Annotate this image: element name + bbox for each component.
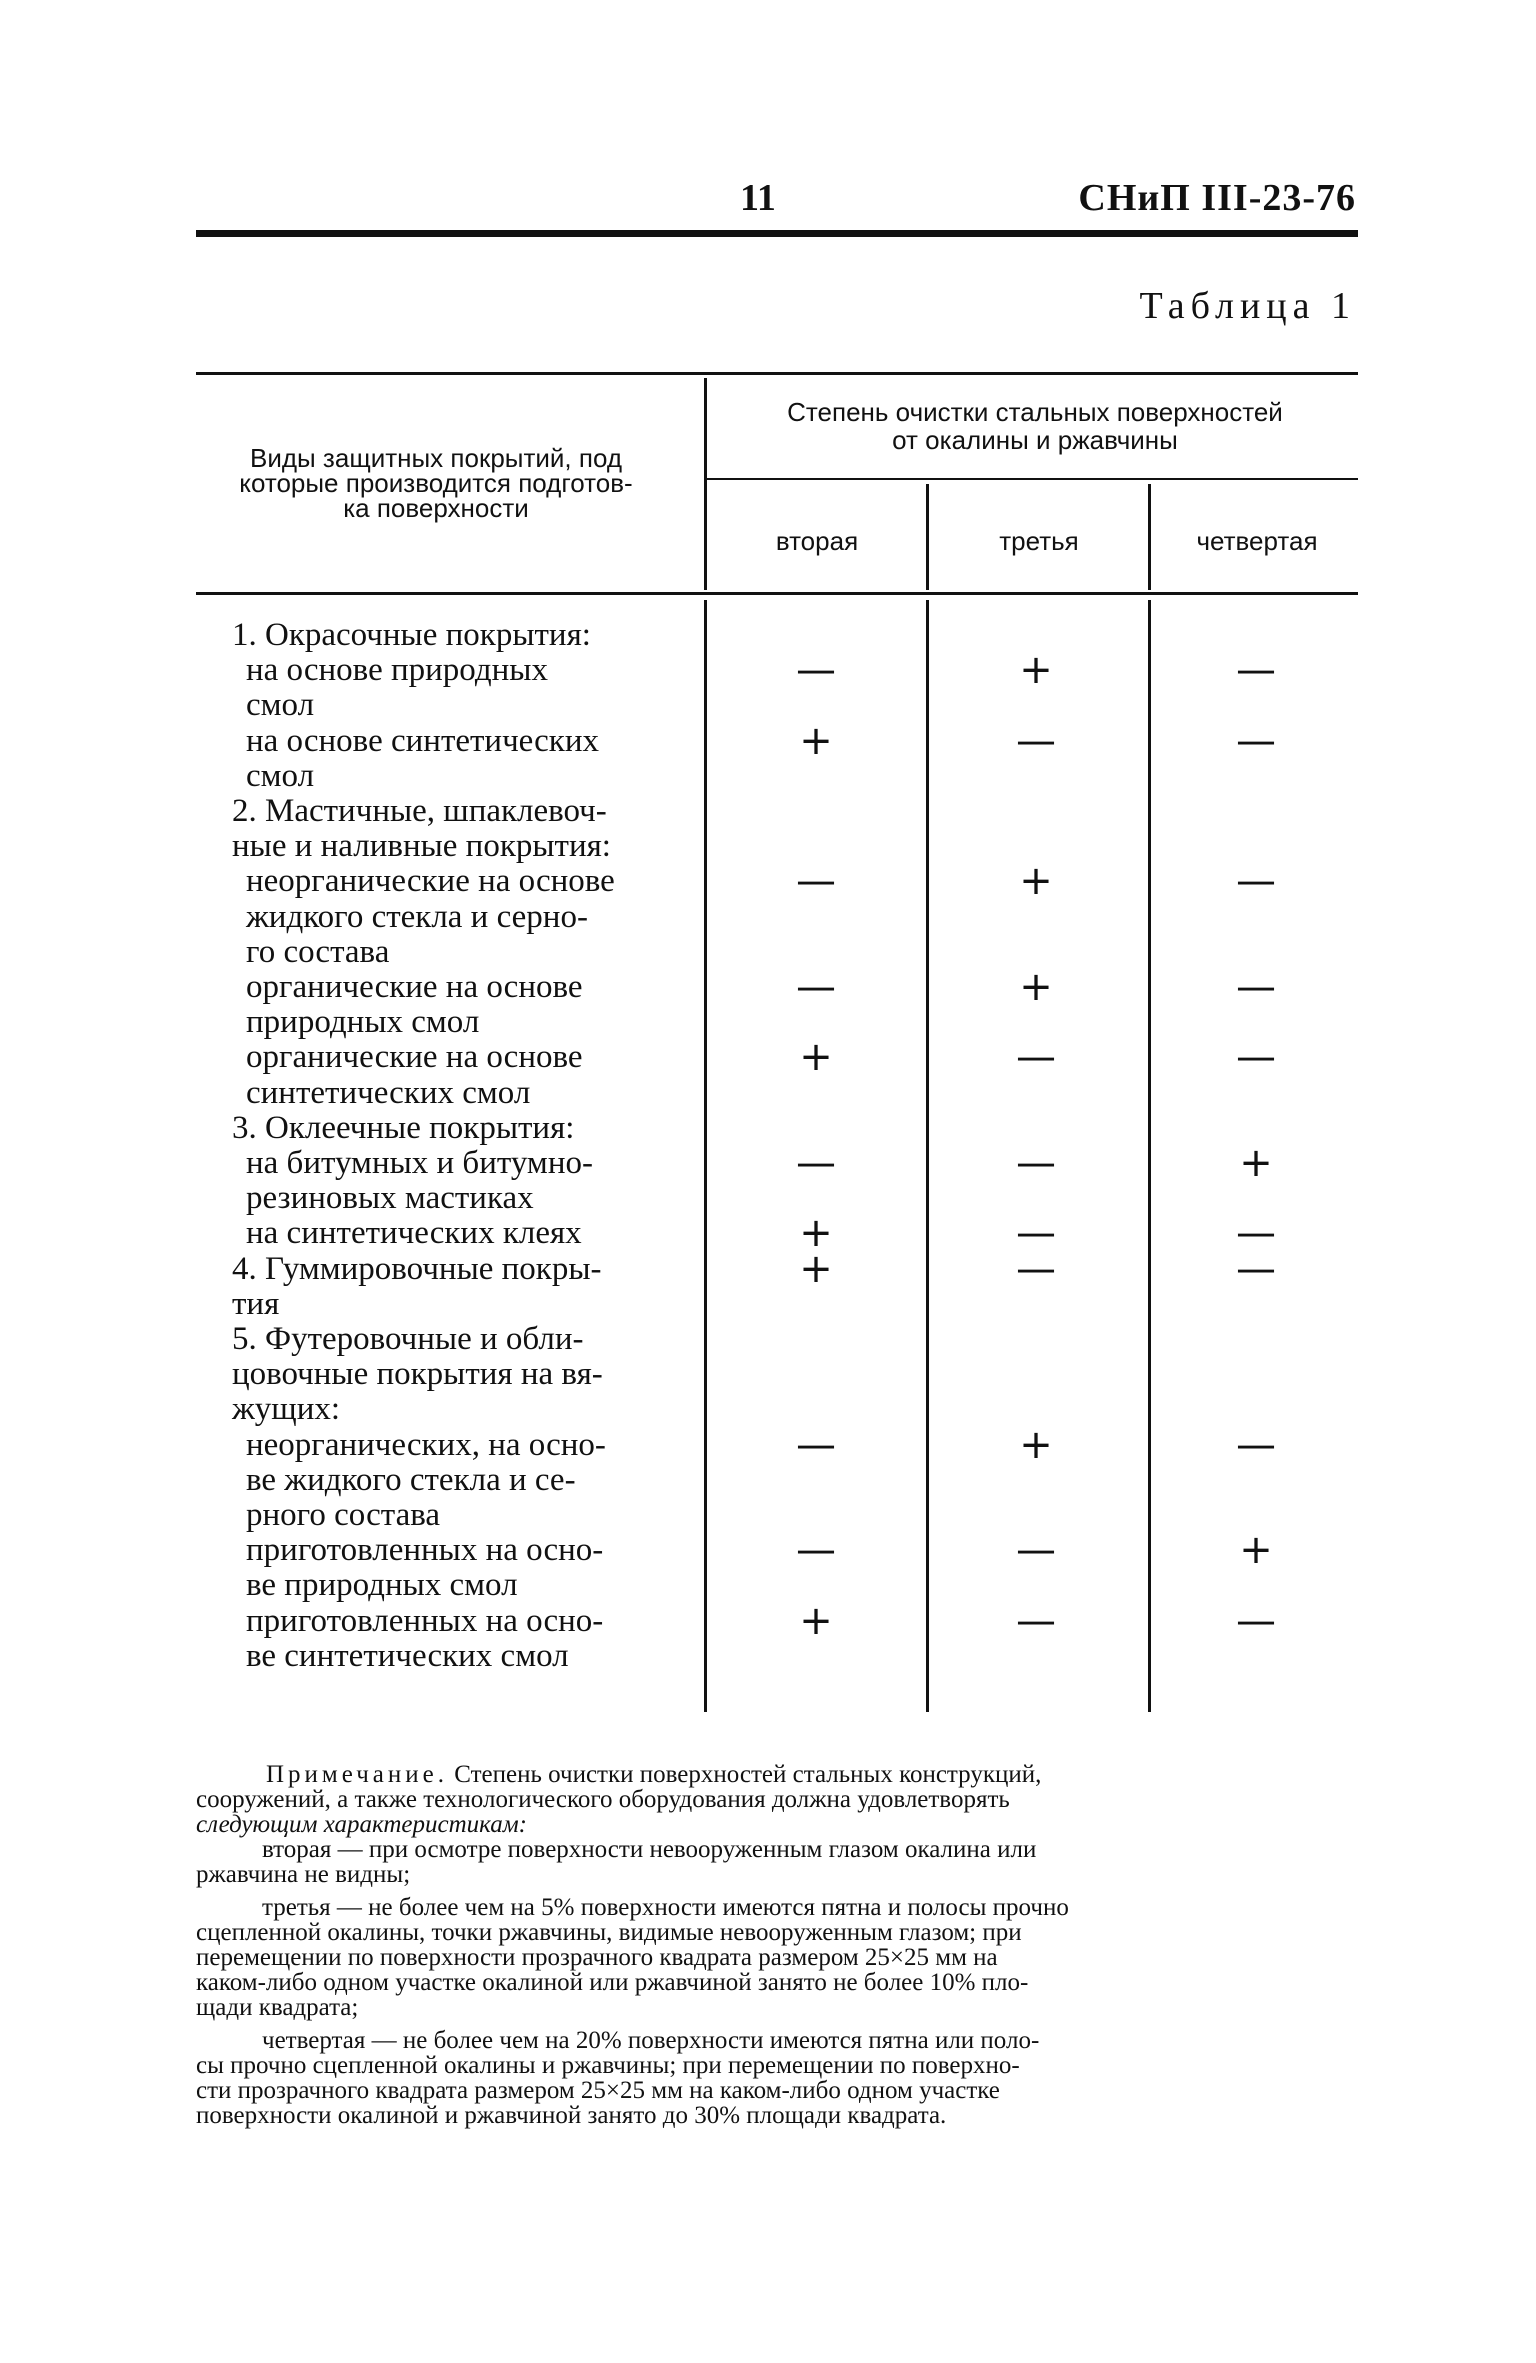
cleaning-mark: —: [796, 1140, 836, 1186]
note-text: Степень очистки поверхностей стальных конструкций,: [448, 1761, 1042, 1788]
cleaning-mark: —: [1236, 717, 1276, 764]
cleaning-mark: —: [1016, 1210, 1056, 1257]
cleaning-mark: +: [799, 1245, 833, 1292]
cleaning-mark: —: [796, 647, 836, 694]
divider-col2: [926, 484, 929, 590]
table-row-text: ве синтетических смол: [246, 1637, 569, 1674]
cleaning-mark: +: [799, 717, 833, 764]
cleaning-mark: +: [799, 1210, 833, 1257]
table-row-text: 1. Окрасочные покрытия:: [232, 617, 591, 653]
header-left-line: Виды защитных покрытий, под: [249, 443, 623, 473]
table-row-text: 4. Гуммировочные покры-: [232, 1250, 602, 1287]
span-header-rule: [706, 478, 1358, 480]
table-row-text: ные и наливные покрытия:: [232, 828, 611, 865]
note-line: сооружений, а также технологического оборудования должна удовлетворять: [196, 1786, 1010, 1813]
table-row-text: на синтетических клеях: [246, 1215, 582, 1252]
header-cell-coating-types: [196, 443, 676, 523]
divider-left: [704, 378, 707, 590]
table-row-text: на основе природных: [246, 652, 548, 689]
cleaning-mark: +: [1019, 647, 1053, 694]
note-line: четвертая — не более чем на 20% поверхности имеются пятна или поло-: [262, 2027, 1040, 2054]
table-row-text: жидкого стекла и серно-: [246, 898, 588, 935]
table-row-text: на битумных и битумно-: [246, 1145, 593, 1181]
body-divider-col3: [1148, 600, 1151, 1712]
table-row-text: резиновых мастиках: [246, 1180, 534, 1217]
table-top-rule: [196, 372, 1358, 375]
header-span-line: от окалины и ржавчины: [892, 425, 1178, 455]
table-title: Таблица 1: [1139, 285, 1356, 327]
header-bottom-rule: [196, 592, 1358, 595]
note-line: перемещении по поверхности прозрачного квадрата размером 25×25 мм на: [196, 1944, 998, 1971]
header-col-second: вторая: [775, 526, 859, 556]
table-row-text: цовочные покрытия на вя-: [232, 1356, 603, 1393]
note-line: сти прозрачного квадрата размером 25×25 мм на каком-либо одном участке: [196, 2077, 1000, 2104]
cleaning-mark: —: [1236, 1597, 1276, 1644]
table-row-text: рного состава: [246, 1497, 441, 1533]
table-note: [196, 1762, 1360, 2128]
header-left-line: которые производится подготов-: [239, 468, 633, 498]
cleaning-mark: —: [1236, 858, 1276, 905]
header-left-line: ка поверхности: [343, 493, 529, 523]
note-line: сы прочно сцепленной окалины и ржавчины; при перемещении по поверхно-: [196, 2052, 1020, 2079]
page-number: 11: [740, 177, 776, 219]
cleaning-mark: —: [796, 1421, 836, 1468]
cleaning-mark: —: [1016, 1140, 1056, 1186]
table-row-text: жущих:: [232, 1391, 341, 1428]
table-row-text: 2. Мастичные, шпаклевоч-: [232, 793, 607, 829]
cleaning-mark: —: [1016, 717, 1056, 764]
cleaning-mark: +: [1019, 964, 1053, 1010]
table-row-text: смол: [246, 757, 315, 794]
table-row-text: неорганические на основе: [246, 863, 615, 900]
header-cell-cleaning-degree: [710, 398, 1360, 454]
note-line: сцепленной окалины, точки ржавчины, видимые невооруженным глазом; при: [196, 1919, 1022, 1946]
note-line: ржавчина не видны;: [196, 1861, 411, 1888]
cleaning-mark: +: [1239, 1527, 1273, 1574]
header-span-line: Степень очистки стальных поверхностей: [787, 397, 1283, 427]
cleaning-mark: —: [1236, 1210, 1276, 1257]
cleaning-mark: —: [796, 964, 836, 1010]
header-col-third: третья: [999, 526, 1079, 556]
table-row-text: на основе синтетических: [246, 722, 599, 759]
table-row-text: приготовленных на осно-: [246, 1532, 604, 1569]
body-divider-col2: [926, 600, 929, 1712]
note-line: [196, 1762, 1360, 1787]
table-row-text: природных смол: [246, 1004, 480, 1041]
cleaning-mark: —: [1236, 964, 1276, 1010]
table-row-text: органические на основе: [246, 1039, 583, 1076]
table-row-text: ве природных смол: [246, 1567, 518, 1604]
note-line: каком-либо одном участке окалиной или ржавчиной занято не более 10% пло-: [196, 1969, 1029, 1996]
note-line: поверхности окалиной и ржавчиной занято до 30% площади квадрата.: [196, 2102, 947, 2129]
table-row-text: смол: [246, 687, 315, 724]
cleaning-mark: +: [1019, 1421, 1053, 1468]
table-row-text: неорганических, на осно-: [246, 1426, 606, 1463]
note-line: третья — не более чем на 5% поверхности имеются пятна и полосы прочно: [262, 1894, 1069, 1921]
table-row-text: ве жидкого стекла и се-: [246, 1461, 576, 1498]
cleaning-mark: —: [1016, 1034, 1056, 1081]
cleaning-mark: +: [799, 1597, 833, 1644]
header-col-fourth: четвертая: [1196, 526, 1318, 556]
body-divider-left: [704, 600, 707, 1712]
note-line: вторая — при осмотре поверхности невооруженным глазом окалина или: [262, 1836, 1037, 1863]
header-rule: [196, 230, 1358, 237]
cleaning-mark: —: [796, 858, 836, 905]
table-row-text: 3. Оклеечные покрытия:: [232, 1109, 575, 1146]
cleaning-mark: —: [1236, 647, 1276, 694]
cleaning-mark: —: [1016, 1527, 1056, 1574]
table-row-text: органические на основе: [246, 969, 583, 1005]
note-line: следующим характеристикам:: [196, 1811, 527, 1838]
table-row-text: го состава: [246, 933, 390, 970]
cleaning-mark: +: [1239, 1140, 1273, 1186]
table-row-text: тия: [232, 1285, 280, 1322]
table-row-text: приготовленных на осно-: [246, 1602, 604, 1639]
table-row-text: 5. Футеровочные и обли-: [232, 1321, 584, 1357]
cleaning-mark: —: [1236, 1245, 1276, 1292]
cleaning-mark: —: [1236, 1421, 1276, 1468]
cleaning-mark: —: [796, 1527, 836, 1574]
cleaning-mark: +: [1019, 858, 1053, 905]
cleaning-mark: —: [1236, 1034, 1276, 1081]
cleaning-mark: —: [1016, 1245, 1056, 1292]
cleaning-mark: +: [799, 1034, 833, 1081]
table-row-text: синтетических смол: [246, 1074, 531, 1111]
note-label: Примечание.: [266, 1761, 449, 1788]
cleaning-mark: —: [1016, 1597, 1056, 1644]
divider-col3: [1148, 484, 1151, 590]
note-line: щади квадрата;: [196, 1994, 359, 2021]
document-code: СНиП III-23-76: [1078, 177, 1356, 219]
